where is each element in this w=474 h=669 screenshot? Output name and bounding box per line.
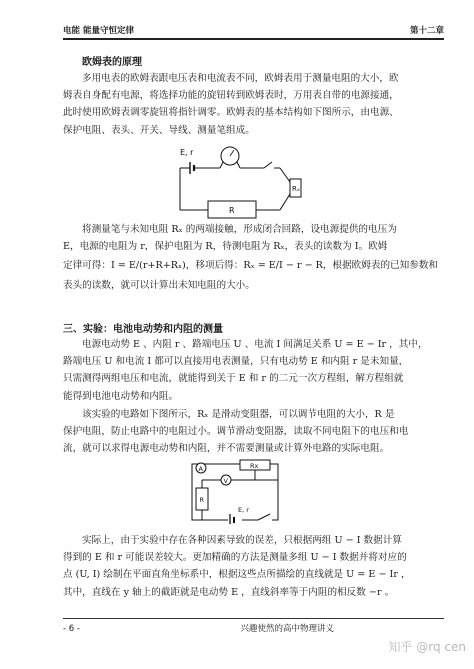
paragraph-ohmmeter-intro	[63, 70, 445, 139]
footer-book-title: 兴趣使然的高中物理讲义	[240, 624, 334, 634]
page-footer	[63, 618, 444, 634]
header-chapter-title: 电能 能量守恒定律	[63, 26, 134, 36]
text-line: 此时使用欧姆表调零旋钮将指针调零。欧姆表的基本结构如下图所示，由电源、	[63, 107, 399, 119]
text-line: 实际上，由于实验中存在各种因素导致的误差，只根据两组 U − I 数据计算	[82, 535, 402, 546]
text-line: 保护电阻、表头、开关、导线、测量笔组成。	[63, 124, 255, 136]
text-line: 只需测得两组电压和电流，就能得到关于 E 和 r 的二元一次方程组，解方程组就	[63, 373, 404, 385]
rheostat-label: Rx	[250, 462, 259, 470]
paragraph-ohm-law-derivation	[63, 221, 445, 295]
page-number: - 6 -	[63, 624, 80, 634]
paragraph-error-analysis	[63, 532, 445, 601]
text-line: 点 (U, I) 绘制在平面直角坐标系中，根据这些点所描绘的直线就是 U = E − Ir ，	[63, 569, 411, 581]
text-line: 电源电动势 E 、内阻 r 、路端电压 U 、电流 I 间满足关系 U = E − Ir ，其中，	[82, 339, 428, 350]
text-line: 姆表自身配有电源，将选择功能的旋钮转到欧姆表时，万用表自带的电源接通，	[63, 90, 399, 102]
zhihu-watermark: 知乎 @rq cen	[388, 640, 466, 654]
text-line: 多用电表的欧姆表跟电压表和电流表不同，欧姆表用于测量电阻的大小，欧	[82, 73, 399, 84]
text-line: 路端电压 U 和电流 I 都可以直接用电表测量，只有电动势 E 和内阻 r 是未知量，	[63, 356, 409, 368]
formula-line: 定律可得：I = E/(r+R+Rₓ)，移项后得：Rₓ = E/I − r − R，根据欧姆表的已知参数和	[63, 260, 439, 272]
battery-label: E, r	[180, 148, 194, 157]
ammeter-label: A	[198, 465, 203, 473]
protective-resistor-label: R	[199, 496, 205, 504]
header-chapter-number: 第十二章	[409, 26, 444, 36]
text-line: 能得到电池电动势和内阻。	[63, 390, 179, 402]
text-line: 其中，直线在 y 轴上的截距就是电动势 E ，直线斜率等于内阻的相反数 −r 。	[63, 586, 395, 598]
page-header	[63, 22, 444, 40]
paragraph-emf-relation	[63, 336, 445, 405]
protective-resistor-label: R	[229, 206, 235, 215]
battery-label: E, r	[238, 506, 249, 514]
text-line: E，电源的电阻为 r，保护电阻为 R，待测电阻为 Rₓ，表头的读数为 I。欧姆	[63, 241, 388, 253]
unknown-resistor-label: Rₓ	[292, 185, 300, 193]
section-heading-emf-experiment: 三、实验：电池电动势和内阻的测量	[63, 324, 223, 335]
text-line: 表头的读数，就可以计算出未知电阻的大小。	[63, 280, 255, 292]
ohmmeter-circuit-diagram	[168, 138, 328, 220]
emf-measurement-circuit-diagram	[188, 458, 284, 524]
text-line: 该实验的电路如下图所示，Rₓ 是滑动变阻器，可以调节电阻的大小，R 是	[82, 409, 395, 420]
text-line: 将测量笔与未知电阻 Rₓ 的两端接触，形成闭合回路，设电源提供的电压为	[82, 224, 397, 235]
paragraph-experiment-circuit	[63, 406, 445, 458]
voltmeter-label: V	[223, 477, 228, 485]
text-line: 保护电阻，防止电路中的电阻过小。调节滑动变阻器，读取不同电阻下的电压和电	[63, 426, 409, 438]
text-line: 得到的 E 和 r 可能误差较大。更加精确的方法是测量多组 U − I 数据并将对应的	[63, 552, 407, 564]
text-line: 流，就可以求得电源电动势和内阻，并不需要测量或计算外电路的实际电阻。	[63, 443, 390, 455]
section-heading-ohmmeter: 欧姆表的原理	[82, 57, 142, 68]
